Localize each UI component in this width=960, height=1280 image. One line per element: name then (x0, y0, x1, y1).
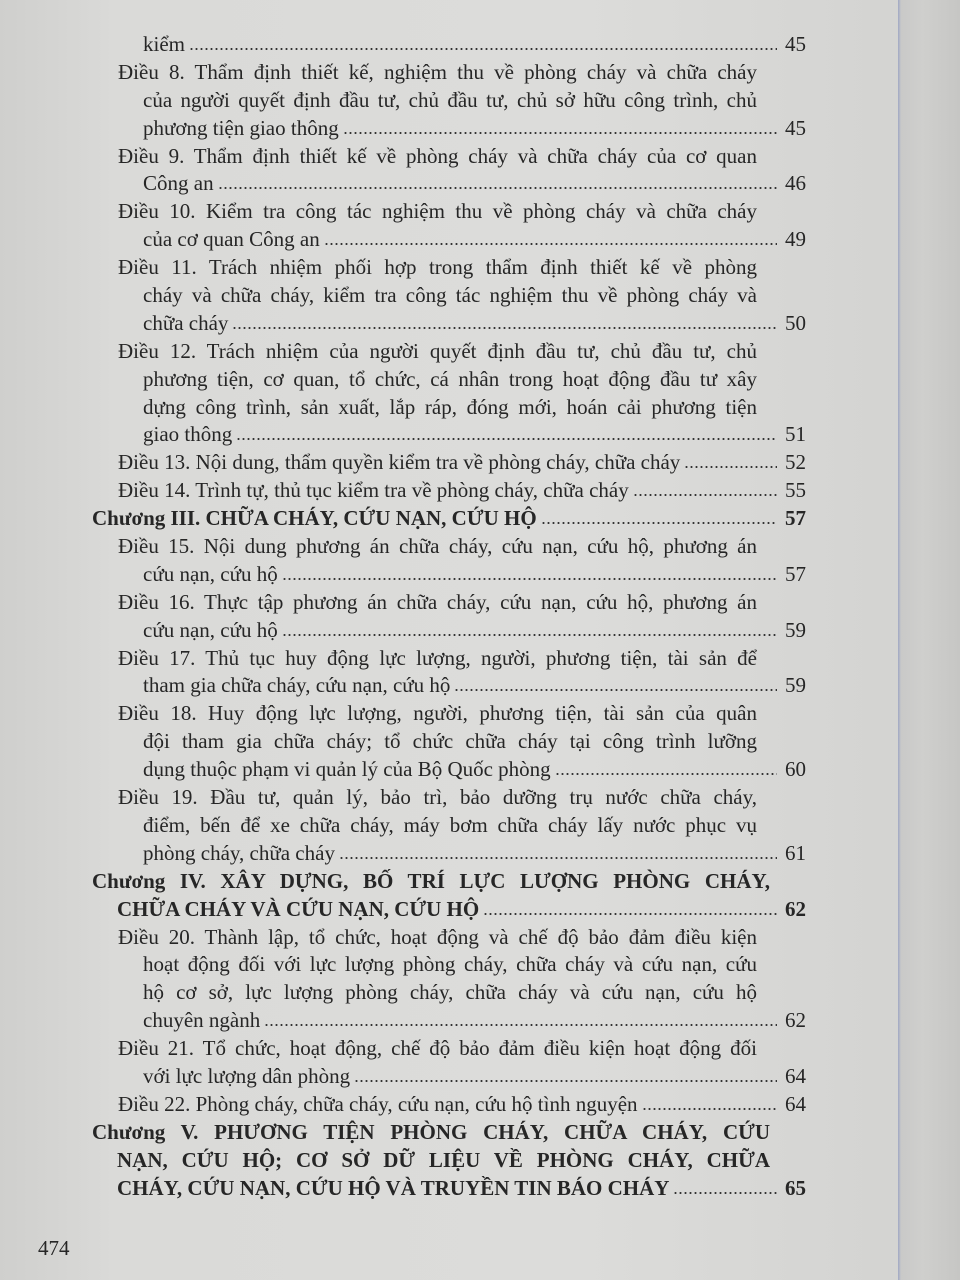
toc-line-text: kiểm (143, 32, 185, 56)
dot-leader (324, 242, 777, 246)
dot-leader (633, 493, 777, 497)
toc-line: hoạt động đối với lực lượng phòng cháy, chữa cháy và cứu nạn, cứu (143, 952, 757, 977)
toc-line-text: phương tiện giao thông (143, 115, 339, 140)
toc-page-number: 57 (785, 561, 806, 586)
toc-line: NẠN, CỨU HỘ; CƠ SỞ DỮ LIỆU VỀ PHÒNG CHÁY, CHỮA (117, 1147, 770, 1172)
toc-line (118, 1091, 806, 1119)
toc-line-text: cứu nạn, cứu hộ (143, 617, 278, 642)
dot-leader (684, 465, 777, 469)
toc-page-number: 45 (785, 115, 806, 140)
toc-entry (0, 924, 960, 1036)
toc-line (143, 170, 806, 198)
toc-entry (0, 198, 960, 254)
toc-line (143, 31, 806, 59)
dot-leader (541, 521, 777, 525)
toc-line: Điều 9. Thẩm định thiết kế về phòng cháy và chữa cháy của cơ quan (118, 143, 757, 168)
toc-line: Điều 12. Trách nhiệm của người quyết định đầu tư, chủ đầu tư, chủ (118, 338, 757, 363)
toc-entry (0, 59, 960, 143)
toc-page-number: 64 (785, 1091, 806, 1116)
toc-entry (0, 31, 960, 59)
toc-line (143, 840, 806, 868)
toc-line: Điều 17. Thủ tục huy động lực lượng, người, phương tiện, tài sản để (118, 645, 757, 670)
dot-leader (454, 688, 777, 692)
toc-page-number: 62 (785, 1008, 806, 1033)
toc-line: phương tiện, cơ quan, tổ chức, cá nhân trong hoạt động đầu tư xây (143, 366, 757, 391)
toc-line-text: CHÁY, CỨU NẠN, CỨU HỘ VÀ TRUYỀN TIN BÁO CHÁY (117, 1175, 670, 1200)
dot-leader (343, 131, 777, 135)
toc-line-text: Điều 13. Nội dung, thẩm quyền kiểm tra về phòng cháy, chữa cháy (118, 450, 681, 475)
toc-line: đội tham gia chữa cháy; tổ chức chữa cháy tại công trình lưỡng (143, 729, 757, 754)
toc-line: hộ cơ sở, lực lượng phòng cháy, chữa cháy và cứu nạn, cứu hộ (143, 980, 757, 1005)
toc-page-number: 64 (785, 1063, 806, 1088)
toc-line (118, 477, 806, 505)
toc-line (117, 896, 806, 924)
toc-line-text: Công an (143, 171, 214, 196)
toc-line: Chương IV. XÂY DỰNG, BỐ TRÍ LỰC LƯỢNG PHÒNG CHÁY, (92, 868, 770, 893)
page-number: 474 (38, 1236, 70, 1260)
toc-line (143, 672, 806, 700)
toc-line: Điều 8. Thẩm định thiết kế, nghiệm thu về phòng cháy và chữa cháy (118, 59, 757, 84)
toc-line-text: tham gia chữa cháy, cứu nạn, cứu hộ (143, 673, 451, 698)
toc-line (143, 756, 806, 784)
table-of-contents (0, 31, 960, 1202)
toc-entry (0, 1091, 960, 1119)
toc-line (117, 1175, 806, 1203)
toc-line (143, 226, 806, 254)
toc-entry (0, 477, 960, 505)
dot-leader (673, 1191, 777, 1195)
toc-line-text: chữa cháy (143, 310, 229, 335)
dot-leader (642, 1107, 777, 1111)
dot-leader (236, 437, 777, 441)
toc-entry (0, 589, 960, 645)
toc-line-text: với lực lượng dân phòng (143, 1063, 351, 1088)
toc-entry (0, 338, 960, 450)
toc-entry (0, 533, 960, 589)
toc-page-number: 59 (785, 617, 806, 642)
toc-page-number: 55 (785, 478, 806, 503)
toc-entry (0, 449, 960, 477)
toc-line-text: giao thông (143, 422, 233, 447)
toc-page-number: 62 (785, 896, 806, 921)
toc-line: cháy và chữa cháy, kiểm tra công tác nghiệm thu về phòng cháy và (143, 283, 757, 308)
toc-line-text: phòng cháy, chữa cháy (143, 840, 335, 865)
dot-leader (282, 633, 777, 637)
toc-entry (0, 700, 960, 784)
toc-page-number: 46 (785, 171, 806, 196)
toc-page-number: 60 (785, 757, 806, 782)
toc-line: Điều 11. Trách nhiệm phối hợp trong thẩm định thiết kế về phòng (118, 255, 757, 280)
toc-line: Điều 15. Nội dung phương án chữa cháy, cứu nạn, cứu hộ, phương án (118, 534, 757, 559)
dot-leader (339, 856, 777, 860)
toc-entry (0, 1035, 960, 1091)
toc-page-number: 45 (785, 32, 806, 56)
toc-page-number: 50 (785, 310, 806, 335)
toc-page-number: 49 (785, 227, 806, 252)
toc-line (92, 505, 806, 533)
dot-leader (483, 912, 777, 916)
toc-page-number: 52 (785, 450, 806, 475)
toc-line-text: Chương III. CHỮA CHÁY, CỨU NẠN, CỨU HỘ (92, 506, 537, 531)
toc-line: Chương V. PHƯƠNG TIỆN PHÒNG CHÁY, CHỮA CHÁY, CỨU (92, 1119, 770, 1144)
toc-line-text: của cơ quan Công an (143, 227, 320, 252)
toc-line: điểm, bến để xe chữa cháy, máy bơm chữa cháy lấy nước phục vụ (143, 812, 757, 837)
toc-line: của người quyết định đầu tư, chủ đầu tư, chủ sở hữu công trình, chủ (143, 87, 757, 112)
toc-line-text: CHỮA CHÁY VÀ CỨU NẠN, CỨU HỘ (117, 896, 480, 921)
toc-line-text: Điều 22. Phòng cháy, chữa cháy, cứu nạn, cứu hộ tình nguyện (118, 1091, 638, 1116)
toc-line (143, 115, 806, 143)
toc-line (143, 1007, 806, 1035)
toc-line-text: Điều 14. Trình tự, thủ tục kiểm tra về phòng cháy, chữa cháy (118, 478, 629, 503)
toc-line (143, 1063, 806, 1091)
dot-leader (555, 772, 777, 776)
toc-line: dựng công trình, sản xuất, lắp ráp, đóng mới, hoán cải phương tiện (143, 394, 757, 419)
toc-line (143, 617, 806, 645)
toc-line (143, 310, 806, 338)
toc-line-text: chuyên ngành (143, 1008, 261, 1033)
toc-line: Điều 20. Thành lập, tổ chức, hoạt động và chế độ bảo đảm điều kiện (118, 924, 757, 949)
toc-line: Điều 10. Kiểm tra công tác nghiệm thu về phòng cháy và chữa cháy (118, 199, 757, 224)
toc-line: Điều 21. Tổ chức, hoạt động, chế độ bảo đảm điều kiện hoạt động đối (118, 1036, 757, 1061)
toc-line: Điều 18. Huy động lực lượng, người, phương tiện, tài sản của quân (118, 701, 757, 726)
toc-line (118, 449, 806, 477)
toc-line (143, 421, 806, 449)
dot-leader (264, 1023, 777, 1027)
toc-entry (0, 784, 960, 868)
toc-chapter (0, 868, 960, 924)
toc-page-number: 61 (785, 840, 806, 865)
dot-leader (189, 47, 777, 51)
toc-page-number: 65 (785, 1175, 806, 1200)
toc-entry (0, 645, 960, 701)
toc-page-number: 57 (785, 506, 806, 531)
toc-line-text: cứu nạn, cứu hộ (143, 561, 278, 586)
toc-chapter (0, 505, 960, 533)
toc-entry (0, 143, 960, 199)
toc-entry (0, 254, 960, 338)
toc-line: Điều 19. Đầu tư, quản lý, bảo trì, bảo dưỡng trụ nước chữa cháy, (118, 785, 757, 810)
dot-leader (232, 326, 777, 330)
toc-page-number: 51 (785, 422, 806, 447)
dot-leader (354, 1079, 777, 1083)
toc-line: Điều 16. Thực tập phương án chữa cháy, cứu nạn, cứu hộ, phương án (118, 589, 757, 614)
toc-line (143, 561, 806, 589)
toc-page-number: 59 (785, 673, 806, 698)
toc-line-text: dụng thuộc phạm vi quản lý của Bộ Quốc phòng (143, 757, 551, 782)
toc-chapter (0, 1119, 960, 1203)
dot-leader (282, 577, 777, 581)
dot-leader (218, 186, 777, 190)
